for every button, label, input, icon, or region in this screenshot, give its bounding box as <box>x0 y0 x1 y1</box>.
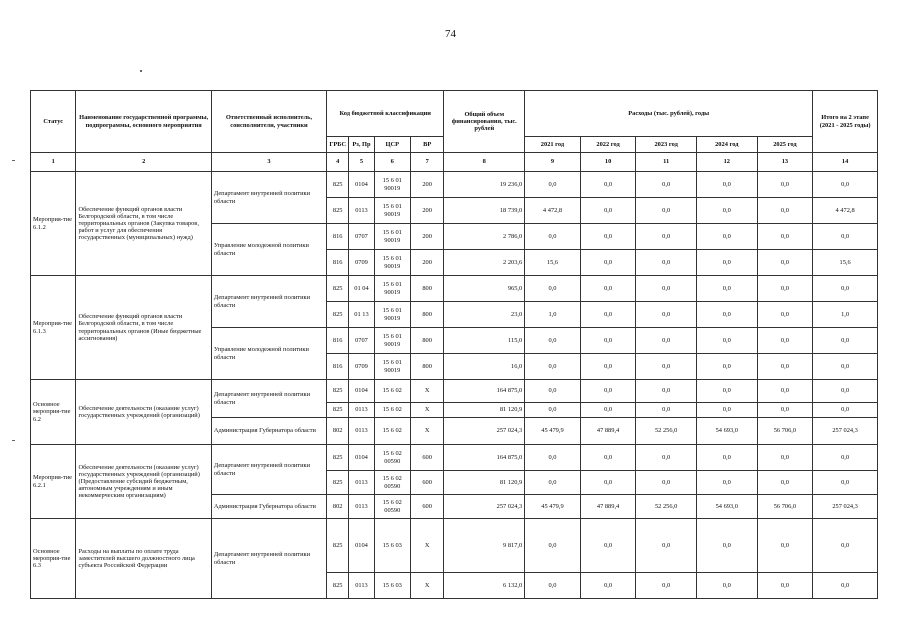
y2025-cell: 0,0 <box>757 573 813 599</box>
rzpr-cell: 0707 <box>349 328 374 354</box>
header-stage-total: Итого на 2 этапе (2021 - 2025 годы) <box>813 91 878 153</box>
col-number: 11 <box>636 153 697 172</box>
y2022-cell: 0,0 <box>580 354 636 380</box>
total-cell: 2 203,6 <box>444 250 525 276</box>
grbs-cell: 825 <box>327 172 349 198</box>
rzpr-cell: 0104 <box>349 172 374 198</box>
stage-total-cell: 0,0 <box>813 172 878 198</box>
status-cell: Мероприя-тие 6.1.3 <box>31 276 76 380</box>
y2024-cell: 0,0 <box>696 328 757 354</box>
header-total: Общий объем финансирования, тыс. рублей <box>444 91 525 153</box>
rzpr-cell: 0104 <box>349 519 374 573</box>
col-number: 7 <box>410 153 443 172</box>
y2021-cell: 1,0 <box>525 302 581 328</box>
scan-mark <box>12 440 15 441</box>
total-cell: 257 024,3 <box>444 495 525 519</box>
csr-cell: 15 6 02 00590 <box>374 495 410 519</box>
col-number: 13 <box>757 153 813 172</box>
y2023-cell: 0,0 <box>636 354 697 380</box>
responsible-cell: Департамент внутренней политики области <box>211 276 326 328</box>
vr-cell: 800 <box>410 276 443 302</box>
grbs-cell: 816 <box>327 354 349 380</box>
y2024-cell: 0,0 <box>696 276 757 302</box>
stage-total-cell: 1,0 <box>813 302 878 328</box>
y2022-cell: 0,0 <box>580 224 636 250</box>
responsible-cell: Департамент внутренней политики области <box>211 172 326 224</box>
y2024-cell: 54 693,0 <box>696 495 757 519</box>
y2025-cell: 0,0 <box>757 519 813 573</box>
csr-cell: 15 6 01 90019 <box>374 172 410 198</box>
y2023-cell: 0,0 <box>636 573 697 599</box>
grbs-cell: 825 <box>327 519 349 573</box>
vr-cell: 600 <box>410 495 443 519</box>
y2021-cell: 0,0 <box>525 445 581 471</box>
stage-total-cell: 0,0 <box>813 276 878 302</box>
rzpr-cell: 0113 <box>349 198 374 224</box>
scan-mark <box>140 70 142 72</box>
vr-cell: 800 <box>410 354 443 380</box>
total-cell: 9 817,0 <box>444 519 525 573</box>
y2024-cell: 0,0 <box>696 519 757 573</box>
total-cell: 164 875,0 <box>444 380 525 403</box>
total-cell: 257 024,3 <box>444 418 525 445</box>
y2025-cell: 0,0 <box>757 445 813 471</box>
y2025-cell: 0,0 <box>757 354 813 380</box>
responsible-cell: Управление молодежной политики области <box>211 224 326 276</box>
rzpr-cell: 0113 <box>349 471 374 495</box>
y2024-cell: 0,0 <box>696 445 757 471</box>
y2025-cell: 0,0 <box>757 276 813 302</box>
y2022-cell: 0,0 <box>580 302 636 328</box>
grbs-cell: 825 <box>327 380 349 403</box>
header-vr: ВР <box>410 137 443 153</box>
csr-cell: 15 6 02 <box>374 418 410 445</box>
csr-cell: 15 6 01 90019 <box>374 250 410 276</box>
header-csr: ЦСР <box>374 137 410 153</box>
responsible-cell: Управление молодежной политики области <box>211 328 326 380</box>
col-number: 3 <box>211 153 326 172</box>
stage-total-cell: 0,0 <box>813 471 878 495</box>
y2022-cell: 0,0 <box>580 471 636 495</box>
y2023-cell: 0,0 <box>636 224 697 250</box>
header-2024: 2024 год <box>696 137 757 153</box>
y2025-cell: 0,0 <box>757 403 813 418</box>
grbs-cell: 816 <box>327 328 349 354</box>
y2023-cell: 0,0 <box>636 250 697 276</box>
stage-total-cell: 0,0 <box>813 328 878 354</box>
y2025-cell: 0,0 <box>757 172 813 198</box>
stage-total-cell: 4 472,8 <box>813 198 878 224</box>
y2024-cell: 0,0 <box>696 354 757 380</box>
y2024-cell: 0,0 <box>696 224 757 250</box>
total-cell: 6 132,0 <box>444 573 525 599</box>
y2024-cell: 0,0 <box>696 172 757 198</box>
y2023-cell: 52 256,0 <box>636 418 697 445</box>
responsible-cell: Администрация Губернатора области <box>211 495 326 519</box>
grbs-cell: 816 <box>327 224 349 250</box>
csr-cell: 15 6 01 90019 <box>374 354 410 380</box>
y2023-cell: 0,0 <box>636 403 697 418</box>
scan-mark <box>12 160 15 161</box>
y2024-cell: 0,0 <box>696 250 757 276</box>
total-cell: 81 120,9 <box>444 403 525 418</box>
y2021-cell: 0,0 <box>525 380 581 403</box>
y2023-cell: 0,0 <box>636 519 697 573</box>
vr-cell: 600 <box>410 445 443 471</box>
table-row <box>31 445 878 471</box>
rzpr-cell: 0709 <box>349 250 374 276</box>
y2021-cell: 15,6 <box>525 250 581 276</box>
y2022-cell: 0,0 <box>580 519 636 573</box>
stage-total-cell: 0,0 <box>813 354 878 380</box>
table-row <box>31 519 878 573</box>
total-cell: 2 786,0 <box>444 224 525 250</box>
col-number: 4 <box>327 153 349 172</box>
col-number: 6 <box>374 153 410 172</box>
budget-table <box>30 90 878 599</box>
stage-total-cell: 0,0 <box>813 519 878 573</box>
header-2021: 2021 год <box>525 137 581 153</box>
vr-cell: X <box>410 573 443 599</box>
measure-name-cell: Обеспечение деятельности (оказание услуг) государственных учреждений (организаций) <box>76 380 211 445</box>
csr-cell: 15 6 03 <box>374 519 410 573</box>
col-number: 1 <box>31 153 76 172</box>
stage-total-cell: 0,0 <box>813 573 878 599</box>
col-number: 5 <box>349 153 374 172</box>
stage-total-cell: 257 024,3 <box>813 418 878 445</box>
rzpr-cell: 0707 <box>349 224 374 250</box>
total-cell: 19 236,0 <box>444 172 525 198</box>
stage-total-cell: 15,6 <box>813 250 878 276</box>
y2022-cell: 0,0 <box>580 403 636 418</box>
measure-name-cell: Обеспечение функций органов власти Белгородской области, в том числе территориальных органов (Закупка товаров, работ и услуг для обеспечения государственных (муниципальных) нужд) <box>76 172 211 276</box>
grbs-cell: 825 <box>327 198 349 224</box>
rzpr-cell: 0113 <box>349 403 374 418</box>
responsible-cell: Администрация Губернатора области <box>211 418 326 445</box>
grbs-cell: 802 <box>327 418 349 445</box>
y2024-cell: 0,0 <box>696 403 757 418</box>
header-expenses: Расходы (тыс. рублей), годы <box>525 91 813 137</box>
col-number: 12 <box>696 153 757 172</box>
y2022-cell: 0,0 <box>580 250 636 276</box>
y2023-cell: 0,0 <box>636 471 697 495</box>
stage-total-cell: 0,0 <box>813 380 878 403</box>
y2024-cell: 0,0 <box>696 471 757 495</box>
y2023-cell: 0,0 <box>636 380 697 403</box>
grbs-cell: 825 <box>327 445 349 471</box>
y2023-cell: 0,0 <box>636 302 697 328</box>
vr-cell: 200 <box>410 172 443 198</box>
y2021-cell: 0,0 <box>525 519 581 573</box>
y2025-cell: 0,0 <box>757 380 813 403</box>
header-2023: 2023 год <box>636 137 697 153</box>
y2024-cell: 0,0 <box>696 198 757 224</box>
rzpr-cell: 01 04 <box>349 276 374 302</box>
header-2025: 2025 год <box>757 137 813 153</box>
y2021-cell: 45 479,9 <box>525 495 581 519</box>
total-cell: 81 120,9 <box>444 471 525 495</box>
y2023-cell: 0,0 <box>636 328 697 354</box>
y2022-cell: 0,0 <box>580 380 636 403</box>
vr-cell: 200 <box>410 250 443 276</box>
y2022-cell: 0,0 <box>580 445 636 471</box>
y2021-cell: 45 479,9 <box>525 418 581 445</box>
csr-cell: 15 6 01 90019 <box>374 276 410 302</box>
y2025-cell: 0,0 <box>757 250 813 276</box>
total-cell: 23,0 <box>444 302 525 328</box>
col-number: 14 <box>813 153 878 172</box>
rzpr-cell: 0113 <box>349 418 374 445</box>
table-row <box>31 172 878 198</box>
y2021-cell: 0,0 <box>525 471 581 495</box>
y2022-cell: 0,0 <box>580 172 636 198</box>
status-cell: Основное мероприя-тие 6.3 <box>31 519 76 599</box>
stage-total-cell: 0,0 <box>813 403 878 418</box>
rzpr-cell: 0104 <box>349 380 374 403</box>
y2024-cell: 0,0 <box>696 573 757 599</box>
status-cell: Мероприя-тие 6.1.2 <box>31 172 76 276</box>
col-number: 2 <box>76 153 211 172</box>
y2022-cell: 0,0 <box>580 276 636 302</box>
rzpr-cell: 0113 <box>349 495 374 519</box>
grbs-cell: 825 <box>327 573 349 599</box>
grbs-cell: 816 <box>327 250 349 276</box>
csr-cell: 15 6 02 00590 <box>374 471 410 495</box>
y2022-cell: 0,0 <box>580 328 636 354</box>
csr-cell: 15 6 01 90019 <box>374 224 410 250</box>
y2025-cell: 56 706,0 <box>757 495 813 519</box>
rzpr-cell: 01 13 <box>349 302 374 328</box>
y2023-cell: 52 256,0 <box>636 495 697 519</box>
y2024-cell: 0,0 <box>696 380 757 403</box>
grbs-cell: 825 <box>327 276 349 302</box>
y2023-cell: 0,0 <box>636 276 697 302</box>
measure-name-cell: Обеспечение деятельности (оказание услуг) государственных учреждений (организаций) (Предоставление субсидий бюджетным, автономным учреждениям и иным некоммерческим организациям) <box>76 445 211 519</box>
table-row <box>31 276 878 302</box>
responsible-cell: Департамент внутренней политики области <box>211 519 326 599</box>
csr-cell: 15 6 01 90019 <box>374 302 410 328</box>
vr-cell: 200 <box>410 224 443 250</box>
col-number: 10 <box>580 153 636 172</box>
measure-name-cell: Обеспечение функций органов власти Белгородской области, в том числе территориальных органов (Иные бюджетные ассигнования) <box>76 276 211 380</box>
y2022-cell: 0,0 <box>580 573 636 599</box>
header-budget-code: Код бюджетной классификации <box>327 91 444 137</box>
total-cell: 965,0 <box>444 276 525 302</box>
vr-cell: 800 <box>410 328 443 354</box>
header-responsible: Ответственный исполнитель, соисполнители, участники <box>211 91 326 153</box>
measure-name-cell: Расходы на выплаты по оплате труда заместителей высшего должностного лица субъекта Российской Федерации <box>76 519 211 599</box>
col-number: 9 <box>525 153 581 172</box>
y2021-cell: 0,0 <box>525 573 581 599</box>
responsible-cell: Департамент внутренней политики области <box>211 380 326 418</box>
rzpr-cell: 0104 <box>349 445 374 471</box>
y2021-cell: 0,0 <box>525 224 581 250</box>
y2025-cell: 0,0 <box>757 471 813 495</box>
header-name: Наименование государственной программы, подпрограммы, основного мероприятия <box>76 91 211 153</box>
y2025-cell: 0,0 <box>757 302 813 328</box>
y2025-cell: 0,0 <box>757 224 813 250</box>
table-row <box>31 380 878 403</box>
y2025-cell: 0,0 <box>757 198 813 224</box>
csr-cell: 15 6 01 90019 <box>374 328 410 354</box>
column-number-row <box>31 153 878 172</box>
y2025-cell: 56 706,0 <box>757 418 813 445</box>
csr-cell: 15 6 02 <box>374 403 410 418</box>
status-cell: Основное мероприя-тие 6.2 <box>31 380 76 445</box>
vr-cell: 600 <box>410 471 443 495</box>
y2025-cell: 0,0 <box>757 328 813 354</box>
y2021-cell: 0,0 <box>525 172 581 198</box>
csr-cell: 15 6 01 90019 <box>374 198 410 224</box>
y2024-cell: 54 693,0 <box>696 418 757 445</box>
csr-cell: 15 6 02 <box>374 380 410 403</box>
stage-total-cell: 257 024,3 <box>813 495 878 519</box>
total-cell: 115,0 <box>444 328 525 354</box>
csr-cell: 15 6 02 00590 <box>374 445 410 471</box>
vr-cell: X <box>410 418 443 445</box>
vr-cell: X <box>410 380 443 403</box>
total-cell: 16,0 <box>444 354 525 380</box>
vr-cell: 800 <box>410 302 443 328</box>
header-grbs: ГРБС <box>327 137 349 153</box>
y2021-cell: 0,0 <box>525 276 581 302</box>
grbs-cell: 825 <box>327 471 349 495</box>
responsible-cell: Департамент внутренней политики области <box>211 445 326 495</box>
table-header <box>31 91 878 153</box>
grbs-cell: 825 <box>327 403 349 418</box>
y2021-cell: 0,0 <box>525 328 581 354</box>
total-cell: 164 875,0 <box>444 445 525 471</box>
y2022-cell: 0,0 <box>580 198 636 224</box>
status-cell: Мероприя-тие 6.2.1 <box>31 445 76 519</box>
vr-cell: 200 <box>410 198 443 224</box>
header-2022: 2022 год <box>580 137 636 153</box>
grbs-cell: 802 <box>327 495 349 519</box>
y2023-cell: 0,0 <box>636 198 697 224</box>
header-status: Статус <box>31 91 76 153</box>
col-number: 8 <box>444 153 525 172</box>
page-number: 74 <box>445 28 456 40</box>
stage-total-cell: 0,0 <box>813 224 878 250</box>
y2023-cell: 0,0 <box>636 445 697 471</box>
csr-cell: 15 6 03 <box>374 573 410 599</box>
header-rzpr: Рз, Пр <box>349 137 374 153</box>
y2024-cell: 0,0 <box>696 302 757 328</box>
rzpr-cell: 0113 <box>349 573 374 599</box>
y2021-cell: 4 472,8 <box>525 198 581 224</box>
vr-cell: X <box>410 403 443 418</box>
stage-total-cell: 0,0 <box>813 445 878 471</box>
y2022-cell: 47 889,4 <box>580 495 636 519</box>
grbs-cell: 825 <box>327 302 349 328</box>
vr-cell: X <box>410 519 443 573</box>
y2022-cell: 47 889,4 <box>580 418 636 445</box>
y2021-cell: 0,0 <box>525 354 581 380</box>
rzpr-cell: 0709 <box>349 354 374 380</box>
total-cell: 18 739,0 <box>444 198 525 224</box>
y2021-cell: 0,0 <box>525 403 581 418</box>
y2023-cell: 0,0 <box>636 172 697 198</box>
